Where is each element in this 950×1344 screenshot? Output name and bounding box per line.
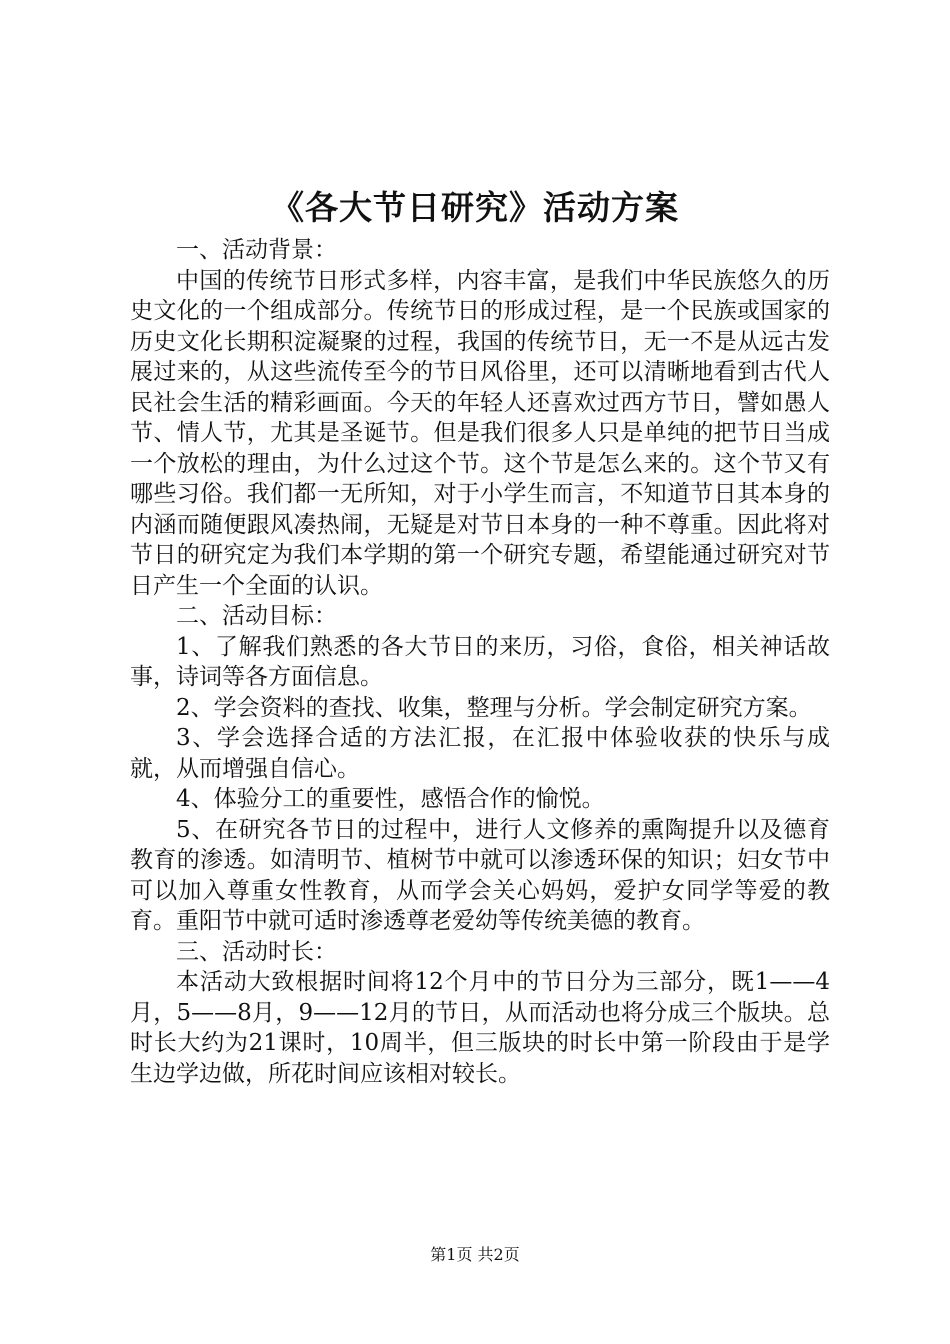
document-title: 《各大节日研究》活动方案 xyxy=(271,188,679,227)
goal-item-2: 2、学会资料的查找、收集，整理与分析。学会制定研究方案。 xyxy=(176,694,812,721)
background-paragraph: 中国的传统节日形式多样，内容丰富，是我们中华民族悠久的历史文化的一个组成部分。传统节日的形成过程，是一个民族或国家的历史文化长期积淀凝聚的过程，我国的传统节日，无一不是从远古发展过来的，从这些流传至今的节日风俗里，还可以清晰地看到古代人民社会生活的精彩画面。今天的年轻人还喜欢过西方节日，譬如愚人节、情人节，尤其是圣诞节。但是我们很多人只是单纯的把节日当成一个放松的理由，为什么过这个节。这个节是怎么来的。这个节又有哪些习俗。我们都一无所知，对于小学生而言，不知道节日其本身的内涵而随便跟风凑热闹，无疑是对节日本身的一种不尊重。因此将对节日的研究定为我们本学期的第一个研究专题，希望能通过研究对节日产生一个全面的认识。 xyxy=(130,267,830,599)
document-body xyxy=(130,235,830,1089)
section-heading-goals: 二、活动目标： xyxy=(176,603,337,629)
goal-item-5: 5、在研究各节日的过程中，进行人文修养的熏陶提升以及德育教育的渗透。如清明节、植树节中就可以渗透环保的知识；妇女节中可以加入尊重女性教育，从而学会关心妈妈，爱护女同学等爱的教育。重阳节中就可适时渗透尊老爱幼等传统美德的教育。 xyxy=(130,816,830,934)
goal-item-1: 1、了解我们熟悉的各大节日的来历，习俗，食俗，相关神话故事，诗词等各方面信息。 xyxy=(130,633,830,690)
page-number-footer: 第1页 共2页 xyxy=(430,1245,520,1264)
duration-paragraph: 本活动大致根据时间将12个月中的节日分为三部分，既1——4月，5——8月，9——12月的节日，从而活动也将分成三个版块。总时长大约为21课时，10周半，但三版块的时长中第一阶段由于是学生边学边做，所花时间应该相对较长。 xyxy=(130,969,830,1087)
goal-item-4: 4、体验分工的重要性，感悟合作的愉悦。 xyxy=(176,786,605,812)
section-heading-background: 一、活动背景： xyxy=(176,237,337,263)
section-heading-duration: 三、活动时长： xyxy=(176,938,337,965)
goal-item-3: 3、学会选择合适的方法汇报，在汇报中体验收获的快乐与成就，从而增强自信心。 xyxy=(130,725,830,782)
